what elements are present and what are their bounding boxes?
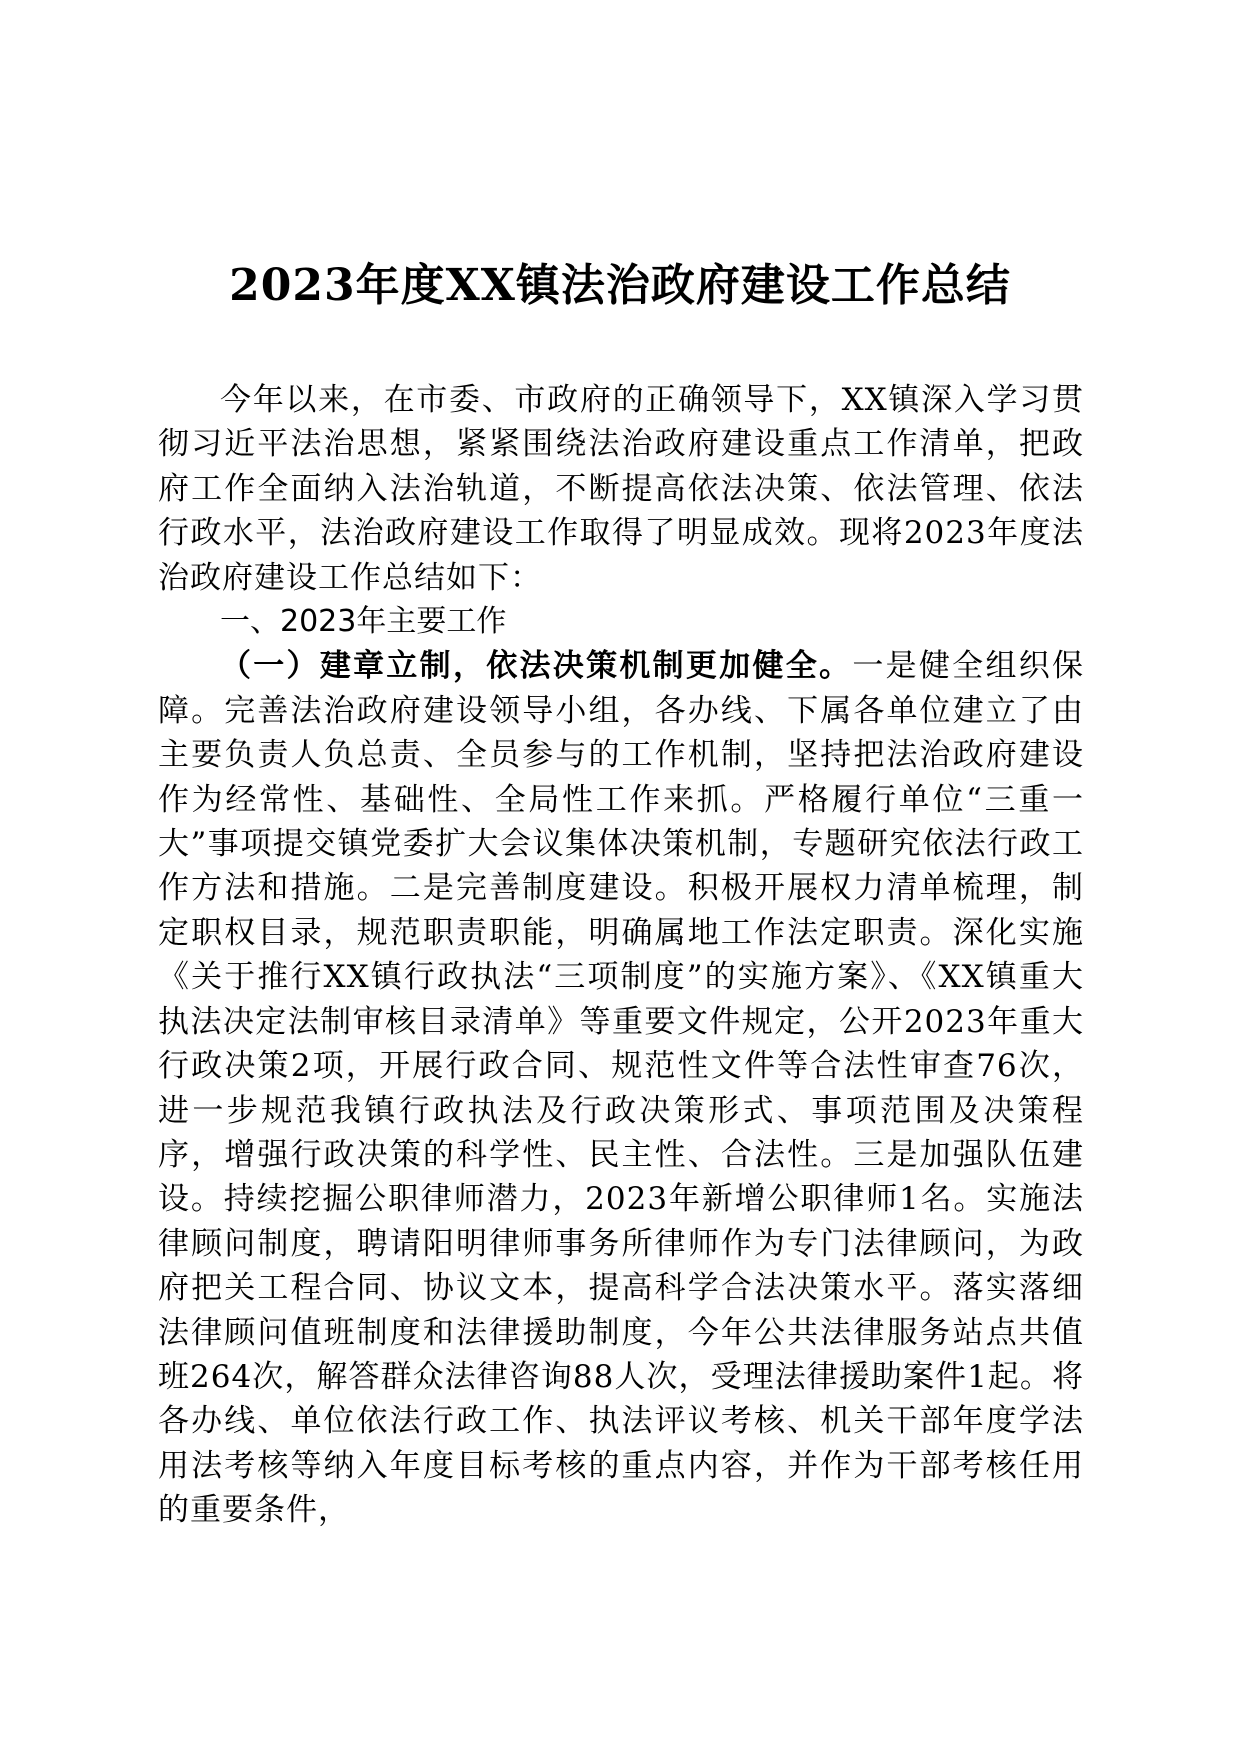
subsection-heading: （一）建章立制，依法决策机制更加健全。 xyxy=(220,648,853,685)
document-title: 2023年度XX镇法治政府建设工作总结 xyxy=(229,260,1011,311)
subsection-paragraph xyxy=(158,644,1084,1532)
intro-paragraph: 今年以来，在市委、市政府的正确领导下，XX镇深入学习贯彻习近平法治思想，紧紧围绕法治政府建设重点工作清单，把政府工作全面纳入法治轨道，不断提高依法决策、依法管理、依法行政水平，法治政府建设工作取得了明显成效。现将2023年度法治政府建设工作总结如下： xyxy=(158,382,1084,596)
document-body xyxy=(158,378,1084,1533)
subsection-text: 一是健全组织保障。完善法治政府建设领导小组，各办线、下属各单位建立了由主要负责人负总责、全员参与的工作机制，坚持把法治政府建设作为经常性、基础性、全局性工作来抓。严格履行单位“三重一大”事项提交镇党委扩大会议集体决策机制，专题研究依法行政工作方法和措施。二是完善制度建设。积极开展权力清单梳理，制定职权目录，规范职责职能，明确属地工作法定职责。深化实施《关于推行XX镇行政执法“三项制度”的实施方案》、《XX镇重大执法决定法制审核目录清单》等重要文件规定，公开2023年重大行政决策2项，开展行政合同、规范性文件等合法性审查76次，进一步规范我镇行政执法及行政决策形式、事项范围及决策程序，增强行政决策的科学性、民主性、合法性。三是加强队伍建设。持续挖掘公职律师潜力，2023年新增公职律师1名。实施法律顾问制度，聘请阳明律师事务所律师作为专门法律顾问，为政府把关工程合同、协议文本，提高科学合法决策水平。落实落细法律顾问值班制度和法律援助制度，今年公共法律服务站点共值班264次，解答群众法律咨询88人次，受理法律援助案件1起。将各办线、单位依法行政工作、执法评议考核、机关干部年度学法用法考核等纳入年度目标考核的重点内容，并作为干部考核任用的重要条件， xyxy=(158,648,1085,1529)
section-heading: 一、2023年主要工作 xyxy=(220,604,507,640)
